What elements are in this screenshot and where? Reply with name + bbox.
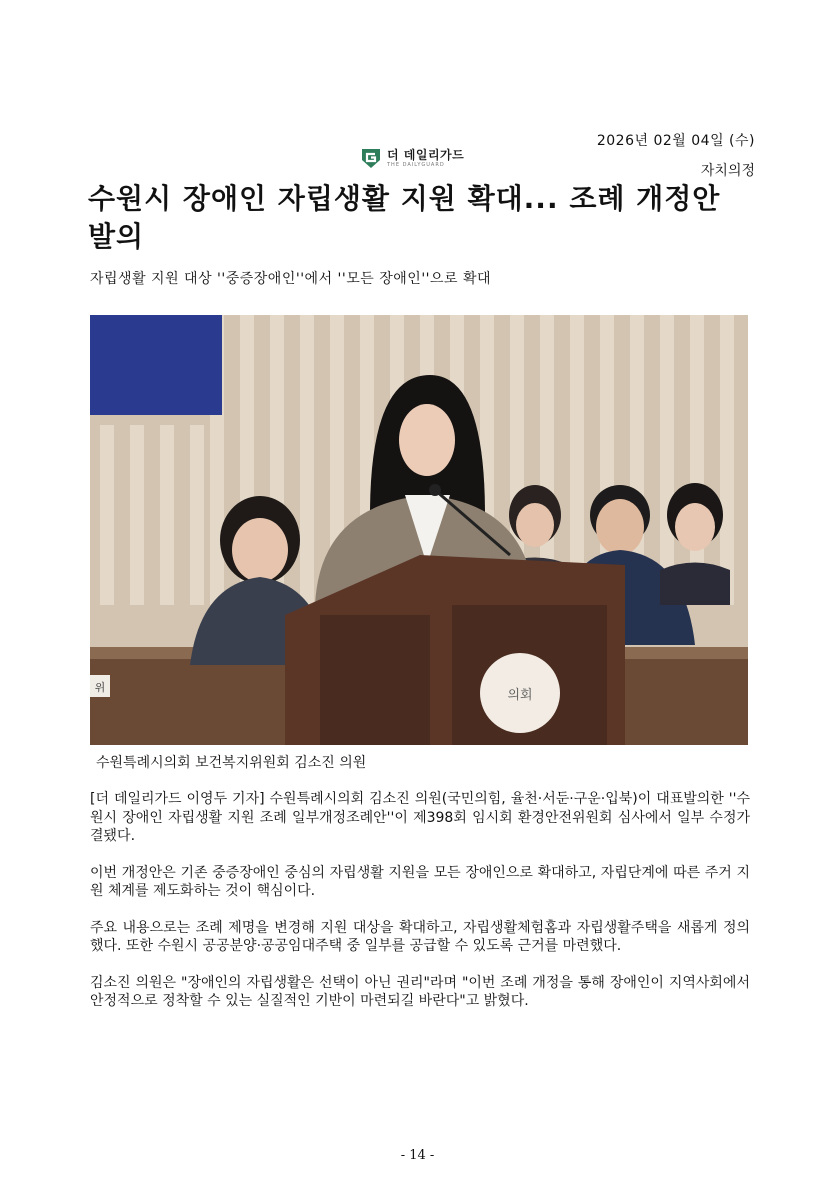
article-subtitle: 자립생활 지원 대상 ''중증장애인''에서 ''모든 장애인''으로 확대 [90, 271, 492, 287]
body-paragraph: 이번 개정안은 기존 중증장애인 중심의 자립생활 지원을 모든 장애인으로 확대하고, 자립단계에 따른 주거 지원 체계를 제도화하는 것이 핵심이다. [90, 864, 750, 899]
logo-subtitle: THE DAILYGUARD [387, 161, 445, 168]
section-label: 자치의정 [700, 163, 755, 179]
body-paragraph: 김소진 의원은 "장애인의 자립생활은 선택이 아닌 권리"라며 "이번 조례 개정을 통해 장애인이 지역사회에서 안정적으로 정착할 수 있는 실질적인 기반이 마련되길 바란다"고 밝혔다. [90, 974, 750, 1009]
article-date: 2026년 02월 04일 (수) [596, 133, 755, 149]
photo-caption: 수원특례시의회 보건복지위원회 김소진 의원 [96, 755, 367, 771]
g-shield-logo-icon [360, 147, 382, 169]
podium-emblem-text: 의회 [507, 688, 533, 703]
nameplate-text: 위 [94, 681, 106, 694]
article-body [90, 790, 750, 1029]
article-photo [90, 315, 748, 745]
page-number: - 14 - [400, 1148, 435, 1163]
logo-name: 더 데일리가드 [387, 147, 465, 162]
body-paragraph: 주요 내용으로는 조례 제명을 변경해 지원 대상을 확대하고, 자립생활체험홈과 자립생활주택을 새롭게 정의했다. 또한 수원시 공공분양·공공임대주택 중 일부를 공급할 수 있도록 근거를 마련했다. [90, 919, 750, 954]
article-title: 수원시 장애인 자립생활 지원 확대... 조례 개정안 발의 [88, 182, 721, 253]
publisher-logo [360, 147, 464, 169]
body-paragraph: [더 데일리가드 이영두 기자] 수원특례시의회 김소진 의원(국민의힘, 율천·서둔·구운·입북)이 대표발의한 ''수원시 장애인 자립생활 지원 조례 일부개정조례안''이 제398회 임시회 환경안전위원회 심사에서 일부 수정가결됐다. [90, 791, 750, 844]
